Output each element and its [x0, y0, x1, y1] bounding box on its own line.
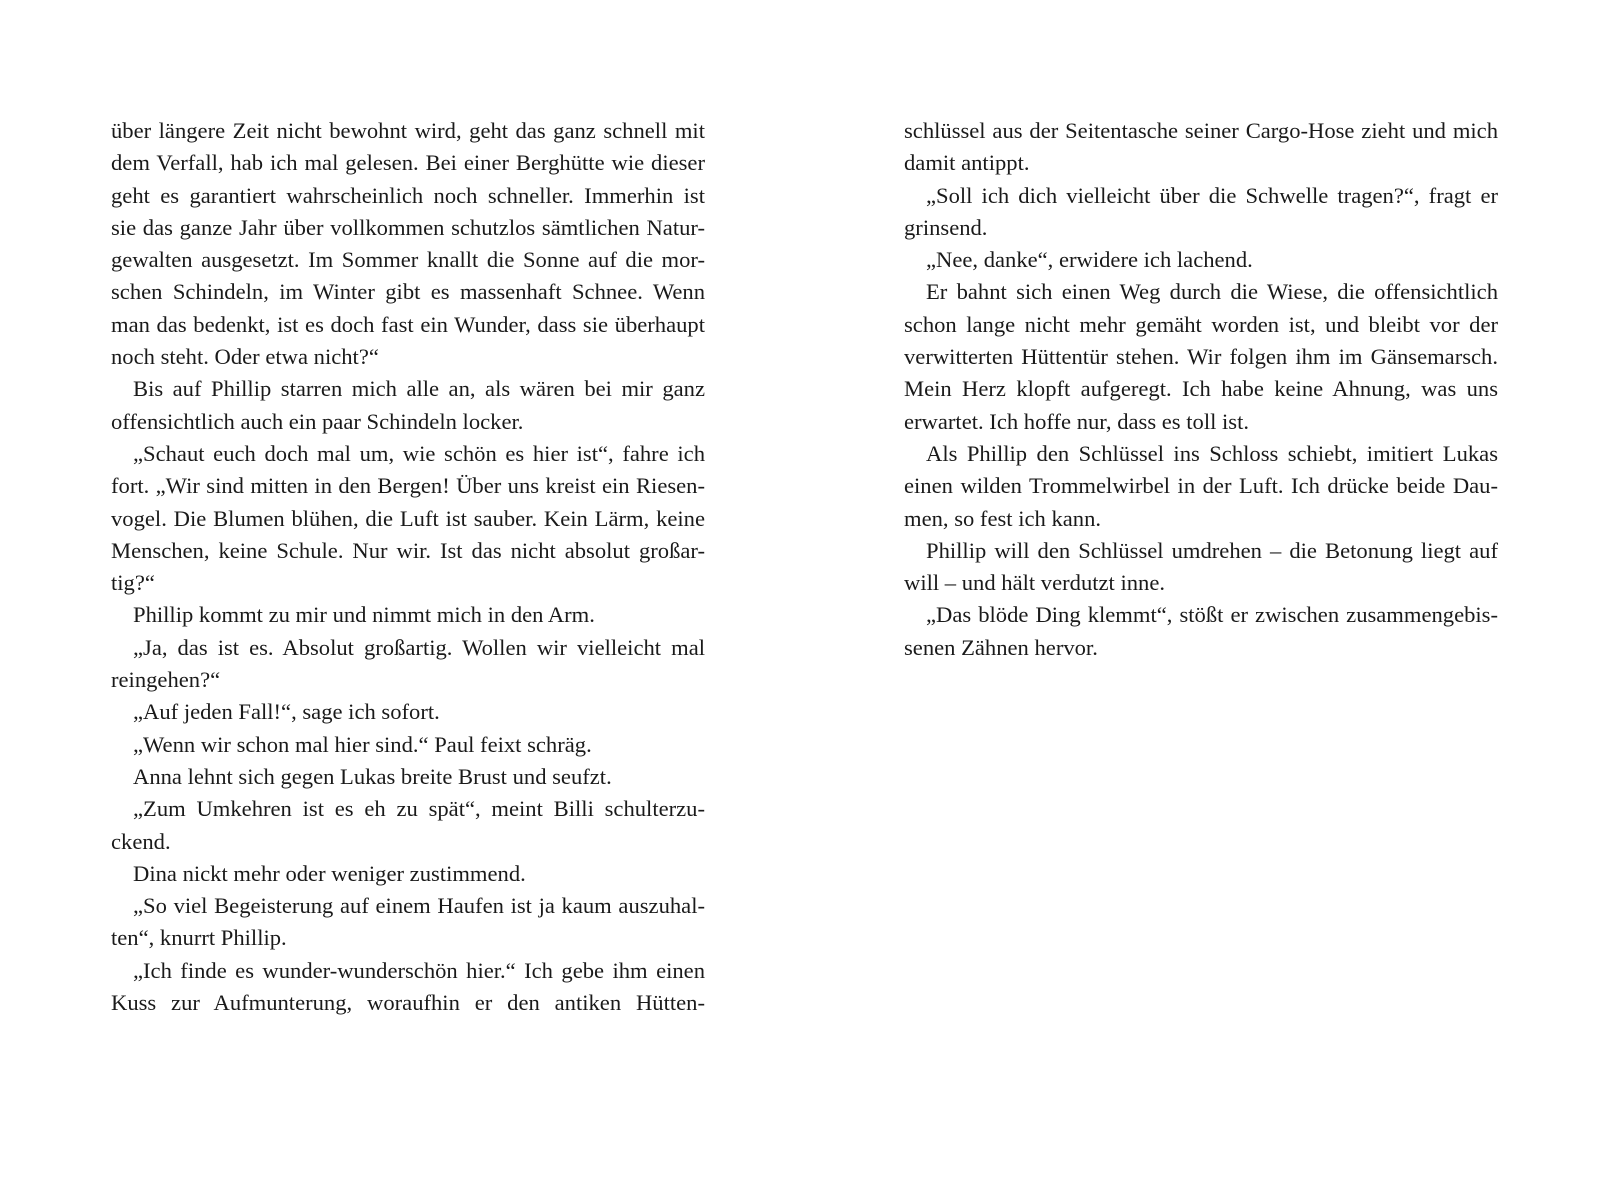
text-line: schen Schindeln, im Winter gibt es massenhaft Schnee. Wenn [111, 279, 705, 305]
text-line: geht es garantiert wahrscheinlich noch schneller. Immerhin ist [111, 182, 705, 208]
text-line: will – und hält verdutzt inne. [904, 570, 1166, 596]
text-line: Anna lehnt sich gegen Lukas breite Brust und seufzt. [133, 763, 612, 789]
text-line: Menschen, keine Schule. Nur wir. Ist das nicht absolut großar- [111, 537, 705, 563]
text-line: „So viel Begeisterung auf einem Haufen ist ja kaum auszuhal- [133, 893, 705, 919]
left-page [111, 115, 705, 1019]
text-line: „Wenn wir schon mal hier sind.“ Paul feixt schräg. [133, 731, 592, 757]
text-line: tig?“ [111, 570, 155, 596]
text-line: Als Phillip den Schlüssel ins Schloss schiebt, imitiert Lukas [926, 440, 1498, 466]
text-line: reingehen?“ [111, 667, 221, 693]
text-line: ten“, knurrt Phillip. [111, 925, 287, 951]
text-line: Phillip will den Schlüssel umdrehen – die Betonung liegt auf [926, 537, 1498, 563]
text-line: offensichtlich auch ein paar Schindeln locker. [111, 408, 524, 434]
text-line: Mein Herz klopft aufgeregt. Ich habe keine Ahnung, was uns [904, 376, 1498, 402]
text-line: Bis auf Phillip starren mich alle an, als wären bei mir ganz [133, 376, 705, 402]
text-line: Kuss zur Aufmunterung, woraufhin er den antiken Hütten- [111, 990, 705, 1016]
text-line: grinsend. [904, 214, 988, 240]
text-line: senen Zähnen hervor. [904, 634, 1098, 660]
text-line: „Nee, danke“, erwidere ich lachend. [926, 247, 1253, 273]
text-line: erwartet. Ich hoffe nur, dass es toll ist. [904, 408, 1250, 434]
text-line: verwitterten Hüttentür stehen. Wir folgen ihm im Gänsemarsch. [904, 344, 1498, 370]
text-line: „Zum Umkehren ist es eh zu spät“, meint Billi schulterzu- [133, 796, 705, 822]
text-line: „Das blöde Ding klemmt“, stößt er zwischen zusammengebis- [926, 602, 1498, 628]
text-line: noch steht. Oder etwa nicht?“ [111, 344, 379, 370]
text-line: „Soll ich dich vielleicht über die Schwelle tragen?“, fragt er [926, 182, 1498, 208]
text-line: man das bedenkt, ist es doch fast ein Wunder, dass sie überhaupt [111, 311, 705, 337]
text-line: men, so fest ich kann. [904, 505, 1102, 531]
text-line: „Ich finde es wunder-wunderschön hier.“ Ich gebe ihm einen [133, 957, 705, 983]
text-line: fort. „Wir sind mitten in den Bergen! Über uns kreist ein Riesen- [111, 473, 705, 499]
text-line: „Schaut euch doch mal um, wie schön es hier ist“, fahre ich [133, 440, 705, 466]
text-line: dem Verfall, hab ich mal gelesen. Bei einer Berghütte wie dieser [111, 150, 705, 176]
text-line: „Auf jeden Fall!“, sage ich sofort. [133, 699, 440, 725]
text-line: gewalten ausgesetzt. Im Sommer knallt die Sonne auf die mor- [111, 247, 705, 273]
text-line: einen wilden Trommelwirbel in der Luft. Ich drücke beide Dau- [904, 473, 1498, 499]
text-line: vogel. Die Blumen blühen, die Luft ist sauber. Kein Lärm, keine [111, 505, 705, 531]
text-line: Er bahnt sich einen Weg durch die Wiese, die offensichtlich [926, 279, 1498, 305]
text-line: schon lange nicht mehr gemäht worden ist, und bleibt vor der [904, 311, 1498, 337]
right-page [904, 115, 1498, 664]
text-line: über längere Zeit nicht bewohnt wird, geht das ganz schnell mit [111, 118, 705, 143]
text-line: Dina nickt mehr oder weniger zustimmend. [133, 860, 526, 886]
text-line: Phillip kommt zu mir und nimmt mich in den Arm. [133, 602, 595, 628]
text-line: sie das ganze Jahr über vollkommen schutzlos sämtlichen Natur- [111, 214, 705, 240]
text-line: damit antippt. [904, 150, 1030, 176]
text-line: ckend. [111, 828, 171, 854]
text-line: schlüssel aus der Seitentasche seiner Cargo-Hose zieht und mich [904, 118, 1498, 143]
text-line: „Ja, das ist es. Absolut großartig. Wollen wir vielleicht mal [133, 634, 705, 660]
